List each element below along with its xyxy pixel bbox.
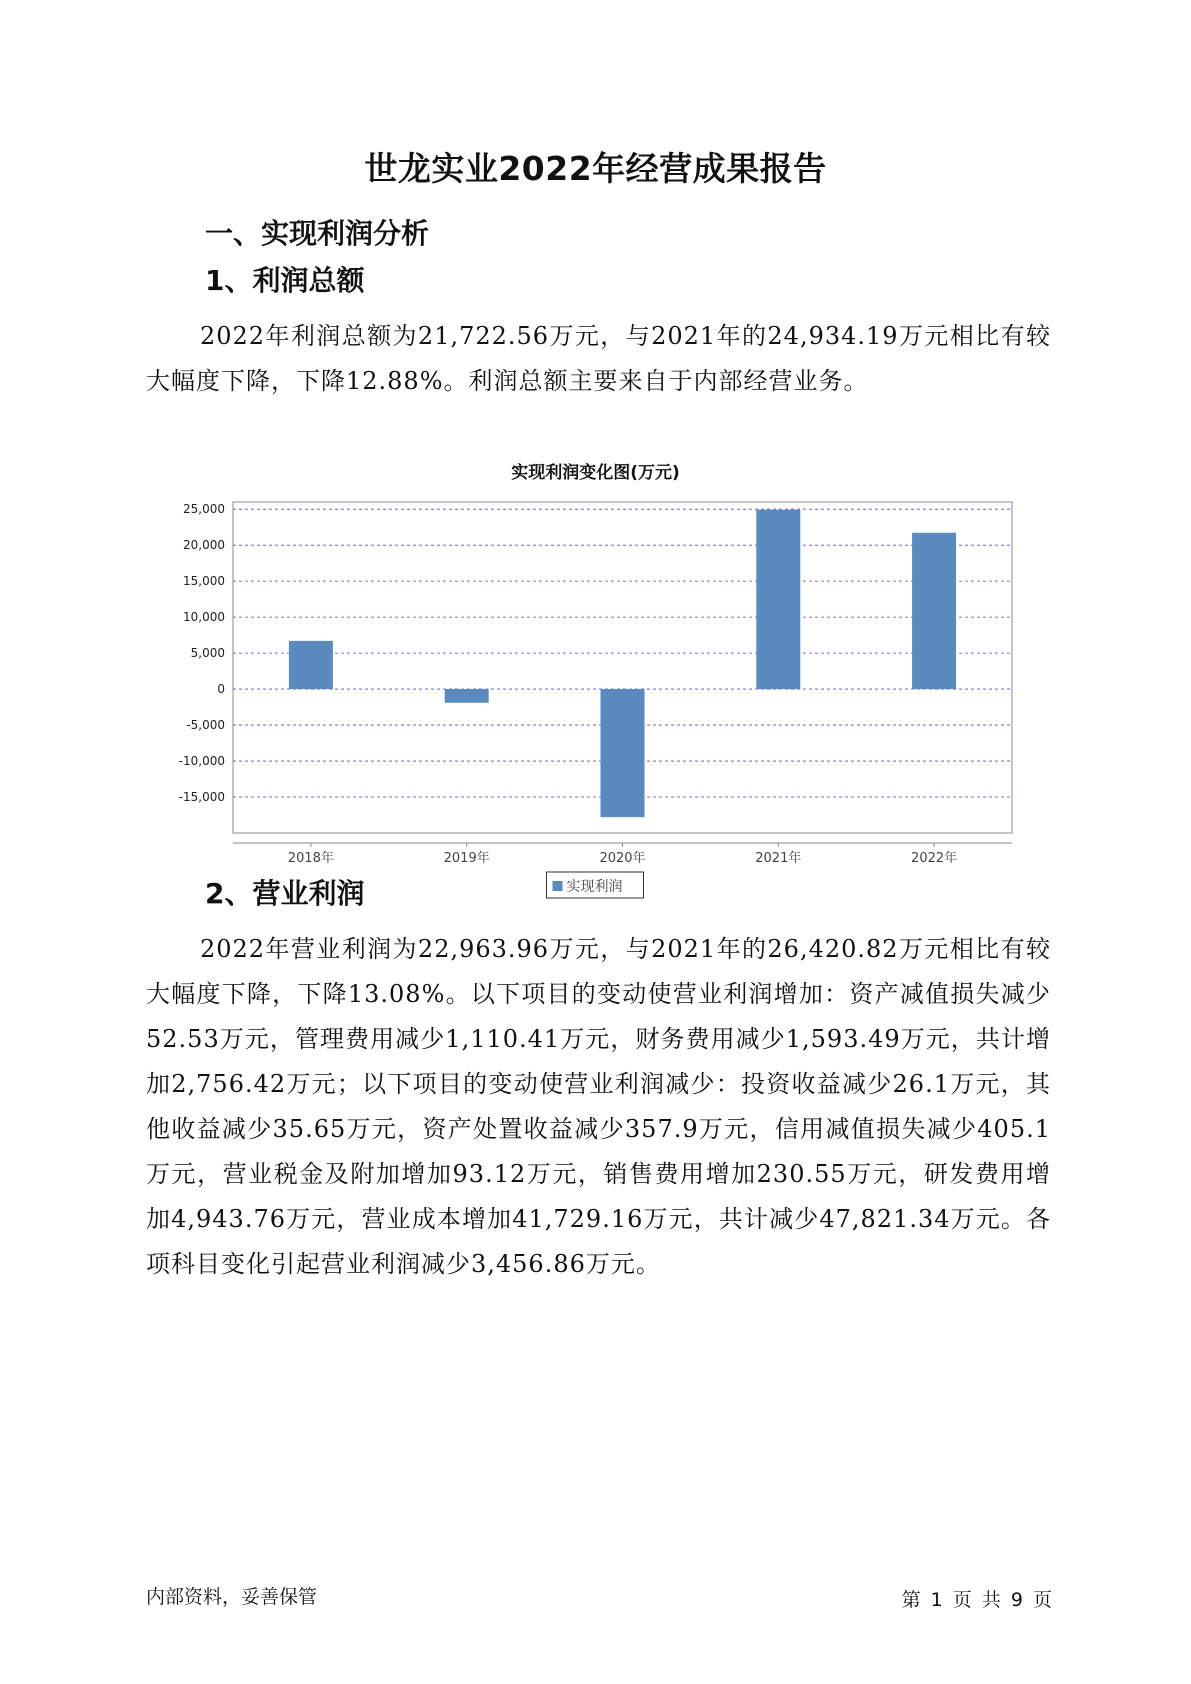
section-heading-profit-analysis: 一、实现利润分析: [205, 217, 430, 250]
x-tick-label: 2021年: [755, 851, 802, 866]
legend-label: 实现利润: [566, 879, 623, 895]
legend-swatch: [553, 881, 563, 891]
subheading-operating-profit: 2、营业利润: [205, 877, 365, 910]
bar-2022年: [912, 533, 956, 689]
y-tick-label: 25,000: [183, 502, 225, 517]
y-tick-label: -5,000: [186, 718, 225, 733]
x-tick-label: 2019年: [443, 851, 490, 866]
x-tick-label: 2018年: [287, 851, 334, 866]
x-tick-label: 2022年: [911, 851, 958, 866]
bar-2019年: [445, 689, 489, 703]
y-tick-label: 5,000: [190, 646, 225, 661]
y-tick-label: 0: [217, 682, 225, 697]
y-tick-label: -10,000: [178, 754, 225, 769]
bar-2020年: [601, 689, 645, 817]
y-tick-label: 10,000: [183, 610, 225, 625]
y-tick-label: -15,000: [178, 790, 225, 805]
x-tick-label: 2020年: [599, 851, 646, 866]
y-tick-label: 15,000: [183, 574, 225, 589]
report-title: 世龙实业2022年经营成果报告: [364, 149, 827, 188]
y-tick-label: 20,000: [183, 538, 225, 553]
bar-2021年: [756, 510, 800, 689]
paragraph-total-profit: 2022年利润总额为21,722.56万元，与2021年的24,934.19万元相比有较大幅度下降，下降12.88%。利润总额主要来自于内部经营业务。: [146, 322, 1051, 395]
chart-title: 实现利润变化图(万元): [511, 463, 680, 483]
paragraph-operating-profit: 2022年营业利润为22,963.96万元，与2021年的26,420.82万元相比有较大幅度下降，下降13.08%。以下项目的变动使营业利润增加：资产减值损失减少52.53万元，管理费用减少1,110.41万元，财务费用减少1,593.49万元，共计增加2,756.42万元；以下项目的变动使营业利润减少：投资收益减少26.1万元，其他收益减少35.65万元，资产处置收益减少357.9万元，信用减值损失减少405.1万元，营业税金及附加增加93.12万元，销售费用增加230.55万元，研发费用增加4,943.76万元，营业成本增加41,729.16万元，共计减少47,821.34万元。各项科目变化引起营业利润减少3,456.86万元。: [146, 935, 1051, 1278]
footer-confidential-note: 内部资料，妥善保管: [146, 1586, 318, 1608]
footer-page-number: 第 1 页 共 9 页: [901, 1589, 1052, 1611]
bar-2018年: [289, 641, 333, 689]
subheading-total-profit: 1、利润总额: [205, 264, 365, 297]
